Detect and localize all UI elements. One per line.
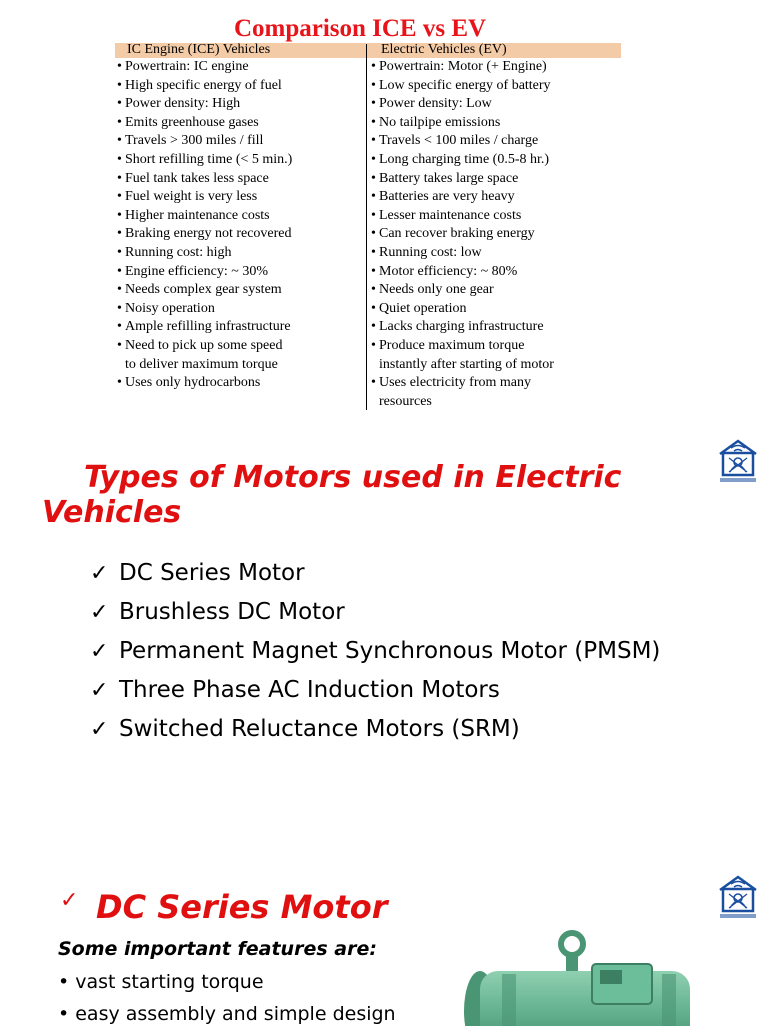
table-cell-text: Batteries are very heavy bbox=[379, 189, 515, 205]
dc-motor-image bbox=[462, 926, 712, 1030]
table-cell-text: Need to pick up some speed bbox=[125, 337, 283, 353]
bullet-icon: • bbox=[117, 77, 122, 93]
table-row bbox=[369, 95, 624, 114]
checkmark-icon: ✓ bbox=[90, 678, 109, 703]
ice-column bbox=[115, 42, 365, 393]
bullet-icon: • bbox=[371, 319, 376, 335]
table-row bbox=[369, 281, 624, 300]
table-cell-text: Emits greenhouse gases bbox=[125, 114, 259, 130]
table-row bbox=[369, 132, 624, 151]
table-cell-text: Needs only one gear bbox=[379, 282, 494, 298]
bullet-icon: • bbox=[117, 133, 122, 149]
list-item: • easy assembly and simple design bbox=[58, 1003, 396, 1025]
bullet-icon: • bbox=[117, 207, 122, 223]
motor-type-label: Switched Reluctance Motors (SRM) bbox=[119, 716, 520, 742]
bullet-icon: • bbox=[117, 189, 122, 205]
table-cell-text: Motor efficiency: ~ 80% bbox=[379, 263, 518, 279]
table-cell-text: Can recover braking energy bbox=[379, 226, 535, 242]
bullet-icon: • bbox=[371, 300, 376, 316]
checkmark-icon: ✓ bbox=[60, 888, 79, 913]
bullet-icon: • bbox=[371, 207, 376, 223]
table-row bbox=[115, 244, 365, 263]
table-cell-text: No tailpipe emissions bbox=[379, 114, 501, 130]
table-row bbox=[369, 114, 624, 133]
table-cell-text: Power density: High bbox=[125, 96, 241, 112]
bullet-icon: • bbox=[117, 244, 122, 260]
table-row bbox=[115, 188, 365, 207]
table-row bbox=[115, 281, 365, 300]
table-row bbox=[115, 374, 365, 393]
table-row bbox=[115, 318, 365, 337]
table-row bbox=[369, 244, 624, 263]
table-cell-text: Travels > 300 miles / fill bbox=[125, 133, 264, 149]
table-row bbox=[369, 77, 624, 96]
motor-types-title bbox=[42, 460, 682, 530]
list-item bbox=[90, 677, 660, 716]
ice-header: IC Engine (ICE) Vehicles bbox=[127, 42, 271, 57]
bullet-icon: • bbox=[371, 170, 376, 186]
bullet-icon: • bbox=[371, 263, 376, 279]
table-row bbox=[115, 151, 365, 170]
table-cell-text: Powertrain: IC engine bbox=[125, 59, 249, 74]
bullet-icon: • bbox=[117, 375, 122, 391]
dc-features-list bbox=[58, 968, 396, 1032]
motor-types-title-line2: Vehicles bbox=[42, 495, 182, 530]
table-cell-text: Produce maximum torque bbox=[379, 337, 525, 353]
list-item: • vast starting torque bbox=[58, 971, 264, 993]
table-cell-text: Powertrain: Motor (+ Engine) bbox=[379, 59, 547, 74]
motor-types-title-line1: Types of Motors used in Electric bbox=[84, 460, 622, 495]
table-row bbox=[369, 300, 624, 319]
bullet-icon: • bbox=[117, 337, 122, 353]
table-row bbox=[369, 58, 624, 77]
list-item bbox=[90, 560, 660, 599]
checkmark-icon: ✓ bbox=[90, 561, 109, 586]
motor-type-label: Permanent Magnet Synchronous Motor (PMSM) bbox=[119, 638, 661, 664]
dc-series-title: DC Series Motor bbox=[96, 888, 388, 926]
motor-types-slide bbox=[0, 430, 768, 820]
comparison-title: Comparison ICE vs EV bbox=[233, 15, 487, 42]
checkmark-icon: ✓ bbox=[90, 639, 109, 664]
table-row bbox=[115, 225, 365, 244]
checkmark-icon: ✓ bbox=[90, 717, 109, 742]
bullet-icon: • bbox=[371, 59, 376, 74]
table-cell-text: Running cost: low bbox=[379, 244, 482, 260]
table-cell-text: High specific energy of fuel bbox=[125, 77, 282, 93]
table-cell-text: Uses only hydrocarbons bbox=[125, 375, 261, 391]
table-cell-text: Higher maintenance costs bbox=[125, 207, 270, 223]
table-cell-text: to deliver maximum torque bbox=[125, 356, 278, 372]
bullet-icon: • bbox=[371, 226, 376, 242]
table-cell-text: Lesser maintenance costs bbox=[379, 207, 522, 223]
table-cell-text: instantly after starting of motor bbox=[379, 356, 554, 372]
bullet-icon: • bbox=[117, 170, 122, 186]
bullet-icon: • bbox=[371, 337, 376, 353]
table-row bbox=[115, 170, 365, 189]
table-cell-text: Noisy operation bbox=[125, 300, 215, 316]
table-row bbox=[115, 207, 365, 226]
ev-column bbox=[369, 42, 624, 411]
list-item bbox=[90, 638, 660, 677]
table-row bbox=[369, 374, 624, 411]
table-row bbox=[369, 151, 624, 170]
bullet-icon: • bbox=[371, 133, 376, 149]
ev-header: Electric Vehicles (EV) bbox=[381, 42, 507, 57]
motor-type-label: DC Series Motor bbox=[119, 560, 305, 586]
table-row bbox=[369, 225, 624, 244]
bullet-icon: • bbox=[371, 189, 376, 205]
table-row bbox=[115, 132, 365, 151]
table-cell-text: Power density: Low bbox=[379, 96, 492, 112]
bullet-icon: • bbox=[371, 282, 376, 298]
table-cell-text: Uses electricity from many bbox=[379, 375, 532, 391]
table-row bbox=[115, 77, 365, 96]
bullet-icon: • bbox=[117, 319, 122, 335]
bullet-icon: • bbox=[117, 151, 122, 167]
bullet-icon: • bbox=[371, 114, 376, 130]
table-row bbox=[369, 170, 624, 189]
table-row bbox=[115, 95, 365, 114]
bullet-icon: • bbox=[117, 59, 122, 74]
table-cell-text: Engine efficiency: ~ 30% bbox=[125, 263, 268, 279]
bullet-icon: • bbox=[117, 263, 122, 279]
bullet-icon: • bbox=[371, 96, 376, 112]
table-cell-text: Low specific energy of battery bbox=[379, 77, 551, 93]
bullet-icon: • bbox=[371, 375, 376, 391]
table-row bbox=[369, 318, 624, 337]
table-cell-text: Short refilling time (< 5 min.) bbox=[125, 151, 293, 167]
bullet-icon: • bbox=[117, 300, 122, 316]
table-cell-text: Braking energy not recovered bbox=[125, 226, 292, 242]
softlab-logo-icon bbox=[716, 438, 760, 484]
table-row bbox=[369, 188, 624, 207]
bullet-icon: • bbox=[117, 282, 122, 298]
table-cell-text: resources bbox=[379, 393, 432, 409]
table-cell-text: Long charging time (0.5-8 hr.) bbox=[379, 151, 550, 167]
checkmark-icon: ✓ bbox=[90, 600, 109, 625]
motor-type-label: Brushless DC Motor bbox=[119, 599, 345, 625]
table-cell-text: Travels < 100 miles / charge bbox=[379, 133, 539, 149]
list-item bbox=[90, 599, 660, 638]
softlab-logo-icon bbox=[716, 874, 760, 920]
table-row bbox=[115, 58, 365, 77]
table-cell-text: Fuel weight is very less bbox=[125, 189, 258, 205]
table-row bbox=[369, 337, 624, 374]
table-cell-text: Quiet operation bbox=[379, 300, 467, 316]
dc-series-slide bbox=[0, 870, 768, 1024]
table-row bbox=[115, 337, 365, 374]
motor-type-label: Three Phase AC Induction Motors bbox=[119, 677, 500, 703]
comparison-slide bbox=[0, 0, 768, 420]
table-row bbox=[115, 300, 365, 319]
bullet-icon: • bbox=[371, 244, 376, 260]
table-cell-text: Fuel tank takes less space bbox=[125, 170, 269, 186]
table-cell-text: Needs complex gear system bbox=[125, 282, 282, 298]
bullet-icon: • bbox=[371, 77, 376, 93]
table-cell-text: Battery takes large space bbox=[379, 170, 519, 186]
table-row bbox=[369, 263, 624, 282]
table-cell-text: Running cost: high bbox=[125, 244, 232, 260]
table-cell-text: Ample refilling infrastructure bbox=[125, 319, 291, 335]
table-row bbox=[115, 114, 365, 133]
bullet-icon: • bbox=[371, 151, 376, 167]
dc-series-subtitle: Some important features are: bbox=[58, 938, 377, 960]
table-cell-text: Lacks charging infrastructure bbox=[379, 319, 544, 335]
table-row bbox=[369, 207, 624, 226]
column-divider bbox=[366, 44, 367, 410]
bullet-icon: • bbox=[117, 114, 122, 130]
list-item bbox=[90, 716, 660, 755]
bullet-icon: • bbox=[117, 226, 122, 242]
table-row bbox=[115, 263, 365, 282]
bullet-icon: • bbox=[117, 96, 122, 112]
motor-types-list bbox=[90, 560, 660, 755]
